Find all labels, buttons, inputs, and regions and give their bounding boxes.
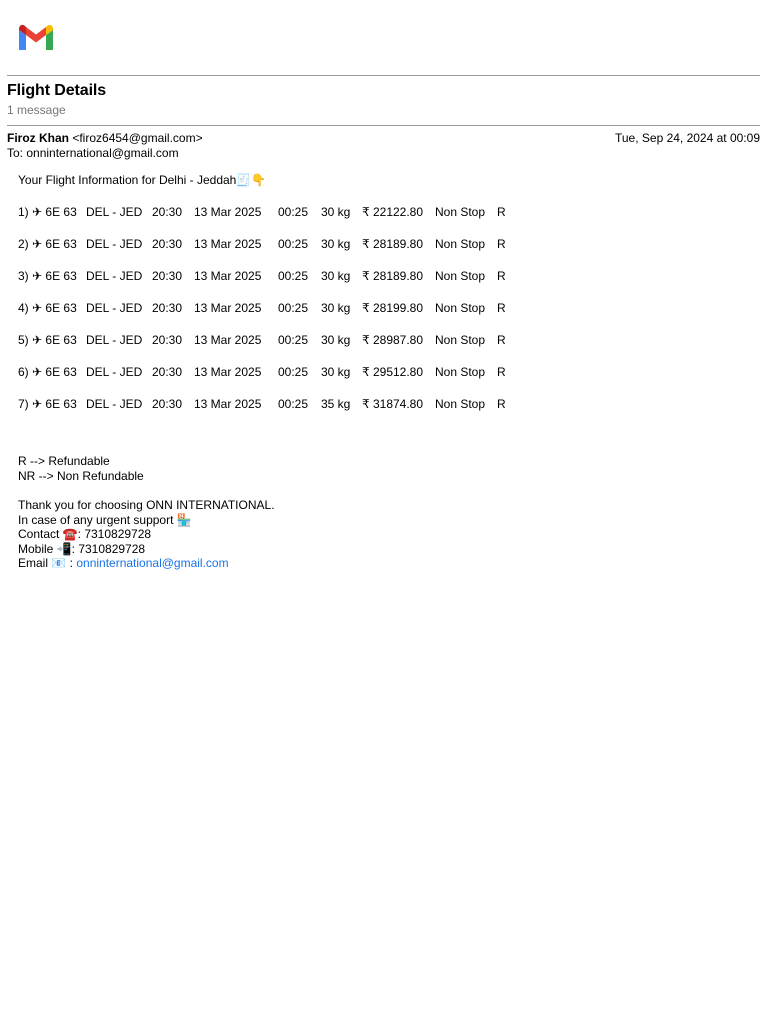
- flight-duration: 00:25: [278, 397, 309, 411]
- contact-number: : 7310829728: [77, 527, 152, 541]
- flight-route: DEL - JED: [86, 205, 143, 219]
- email-body: [18, 172, 758, 571]
- message-count: 1 message: [7, 103, 66, 117]
- flight-duration: 00:25: [278, 237, 309, 251]
- email-line: [18, 556, 758, 571]
- intro-line: [18, 172, 758, 190]
- fare-amount: ₹ 28189.80: [362, 269, 424, 283]
- legend-refundable: R --> Refundable: [18, 454, 110, 468]
- flight-date: 13 Mar 2025: [194, 397, 262, 411]
- flight-row: [18, 268, 758, 300]
- baggage-allowance: 30 kg: [321, 301, 351, 315]
- baggage-allowance: 30 kg: [321, 205, 351, 219]
- flight-route: DEL - JED: [86, 301, 143, 315]
- fare-amount: ₹ 29512.80: [362, 365, 424, 379]
- intro-text: Your Flight Information for Delhi - Jeddah: [18, 173, 237, 187]
- departure-time: 20:30: [152, 333, 183, 347]
- telephone-icon: ☎️: [62, 527, 78, 541]
- gmail-logo-icon: [16, 22, 56, 52]
- stops-info: Non Stop: [435, 365, 486, 379]
- contact-email-link[interactable]: onninternational@gmail.com: [76, 556, 229, 570]
- flight-row: [18, 204, 758, 236]
- refund-status: R: [497, 365, 506, 379]
- flight-date: 13 Mar 2025: [194, 237, 262, 251]
- flight-list: [18, 204, 758, 428]
- baggage-allowance: 30 kg: [321, 237, 351, 251]
- departure-time: 20:30: [152, 269, 183, 283]
- flight-row: [18, 396, 758, 428]
- departure-time: 20:30: [152, 397, 183, 411]
- header-divider: [7, 75, 760, 76]
- flight-duration: 00:25: [278, 333, 309, 347]
- mobile-number: : 7310829728: [71, 541, 146, 556]
- envelope-icon: 📧: [51, 556, 67, 570]
- support-text: In case of any urgent support: [18, 512, 174, 527]
- flight-route: DEL - JED: [86, 365, 143, 379]
- flight-duration: 00:25: [278, 365, 309, 379]
- recipient-line: To: onninternational@gmail.com: [7, 146, 179, 160]
- departure-time: 20:30: [152, 365, 183, 379]
- refund-status: R: [497, 333, 506, 347]
- flight-route: DEL - JED: [86, 397, 143, 411]
- baggage-allowance: 30 kg: [321, 333, 351, 347]
- stops-info: Non Stop: [435, 397, 486, 411]
- flight-date: 13 Mar 2025: [194, 269, 262, 283]
- flight-duration: 00:25: [278, 301, 309, 315]
- departure-time: 20:30: [152, 301, 183, 315]
- mobile-label: Mobile: [18, 541, 54, 556]
- flight-number: 6) ✈ 6E 63: [18, 365, 77, 379]
- refund-legend: [18, 454, 758, 484]
- baggage-allowance: 35 kg: [321, 397, 351, 411]
- shop-icon: 🏪: [176, 512, 192, 527]
- stops-info: Non Stop: [435, 205, 486, 219]
- flight-duration: 00:25: [278, 269, 309, 283]
- email-subject: Flight Details: [7, 82, 107, 99]
- refund-status: R: [497, 301, 506, 315]
- refund-status: R: [497, 269, 506, 283]
- legend-non-refundable: NR --> Non Refundable: [18, 469, 144, 483]
- flight-duration: 00:25: [278, 205, 309, 219]
- sender-name: Firoz Khan: [7, 131, 69, 145]
- mobile-phone-icon: 📲: [56, 541, 72, 556]
- contact-label: Contact: [18, 527, 60, 541]
- thanks-line: Thank you for choosing ONN INTERNATIONAL.: [18, 498, 275, 512]
- flight-number: 5) ✈ 6E 63: [18, 333, 77, 347]
- flight-row: [18, 364, 758, 396]
- sent-date: Tue, Sep 24, 2024 at 00:09: [614, 131, 760, 145]
- departure-time: 20:30: [152, 205, 183, 219]
- email-label: Email: [18, 556, 49, 570]
- flight-number: 2) ✈ 6E 63: [18, 237, 77, 251]
- stops-info: Non Stop: [435, 237, 486, 251]
- sender-address: <firoz6454@gmail.com>: [72, 131, 203, 145]
- refund-status: R: [497, 397, 506, 411]
- refund-status: R: [497, 205, 506, 219]
- stops-info: Non Stop: [435, 333, 486, 347]
- stops-info: Non Stop: [435, 301, 486, 315]
- mobile-line: [18, 542, 758, 557]
- flight-number: 7) ✈ 6E 63: [18, 397, 77, 411]
- fare-amount: ₹ 28987.80: [362, 333, 424, 347]
- departure-time: 20:30: [152, 237, 183, 251]
- stops-info: Non Stop: [435, 269, 486, 283]
- flight-date: 13 Mar 2025: [194, 301, 262, 315]
- flight-number: 3) ✈ 6E 63: [18, 269, 77, 283]
- flight-route: DEL - JED: [86, 237, 143, 251]
- signature-block: [18, 498, 758, 571]
- fare-amount: ₹ 28199.80: [362, 301, 424, 315]
- fare-amount: ₹ 22122.80: [362, 205, 424, 219]
- subject-divider: [7, 125, 760, 126]
- flight-date: 13 Mar 2025: [194, 365, 262, 379]
- baggage-allowance: 30 kg: [321, 269, 351, 283]
- flight-row: [18, 300, 758, 332]
- sender-line: [7, 131, 203, 145]
- flight-row: [18, 236, 758, 268]
- receipt-pointing-down-icon: 🧾👇: [236, 173, 267, 187]
- baggage-allowance: 30 kg: [321, 365, 351, 379]
- fare-amount: ₹ 28189.80: [362, 237, 424, 251]
- flight-row: [18, 332, 758, 364]
- flight-route: DEL - JED: [86, 269, 143, 283]
- flight-date: 13 Mar 2025: [194, 205, 262, 219]
- flight-route: DEL - JED: [86, 333, 143, 347]
- flight-number: 1) ✈ 6E 63: [18, 205, 77, 219]
- fare-amount: ₹ 31874.80: [362, 397, 424, 411]
- contact-line: [18, 527, 758, 542]
- flight-date: 13 Mar 2025: [194, 333, 262, 347]
- flight-number: 4) ✈ 6E 63: [18, 301, 77, 315]
- email-separator: :: [69, 556, 73, 570]
- refund-status: R: [497, 237, 506, 251]
- support-line: [18, 513, 758, 528]
